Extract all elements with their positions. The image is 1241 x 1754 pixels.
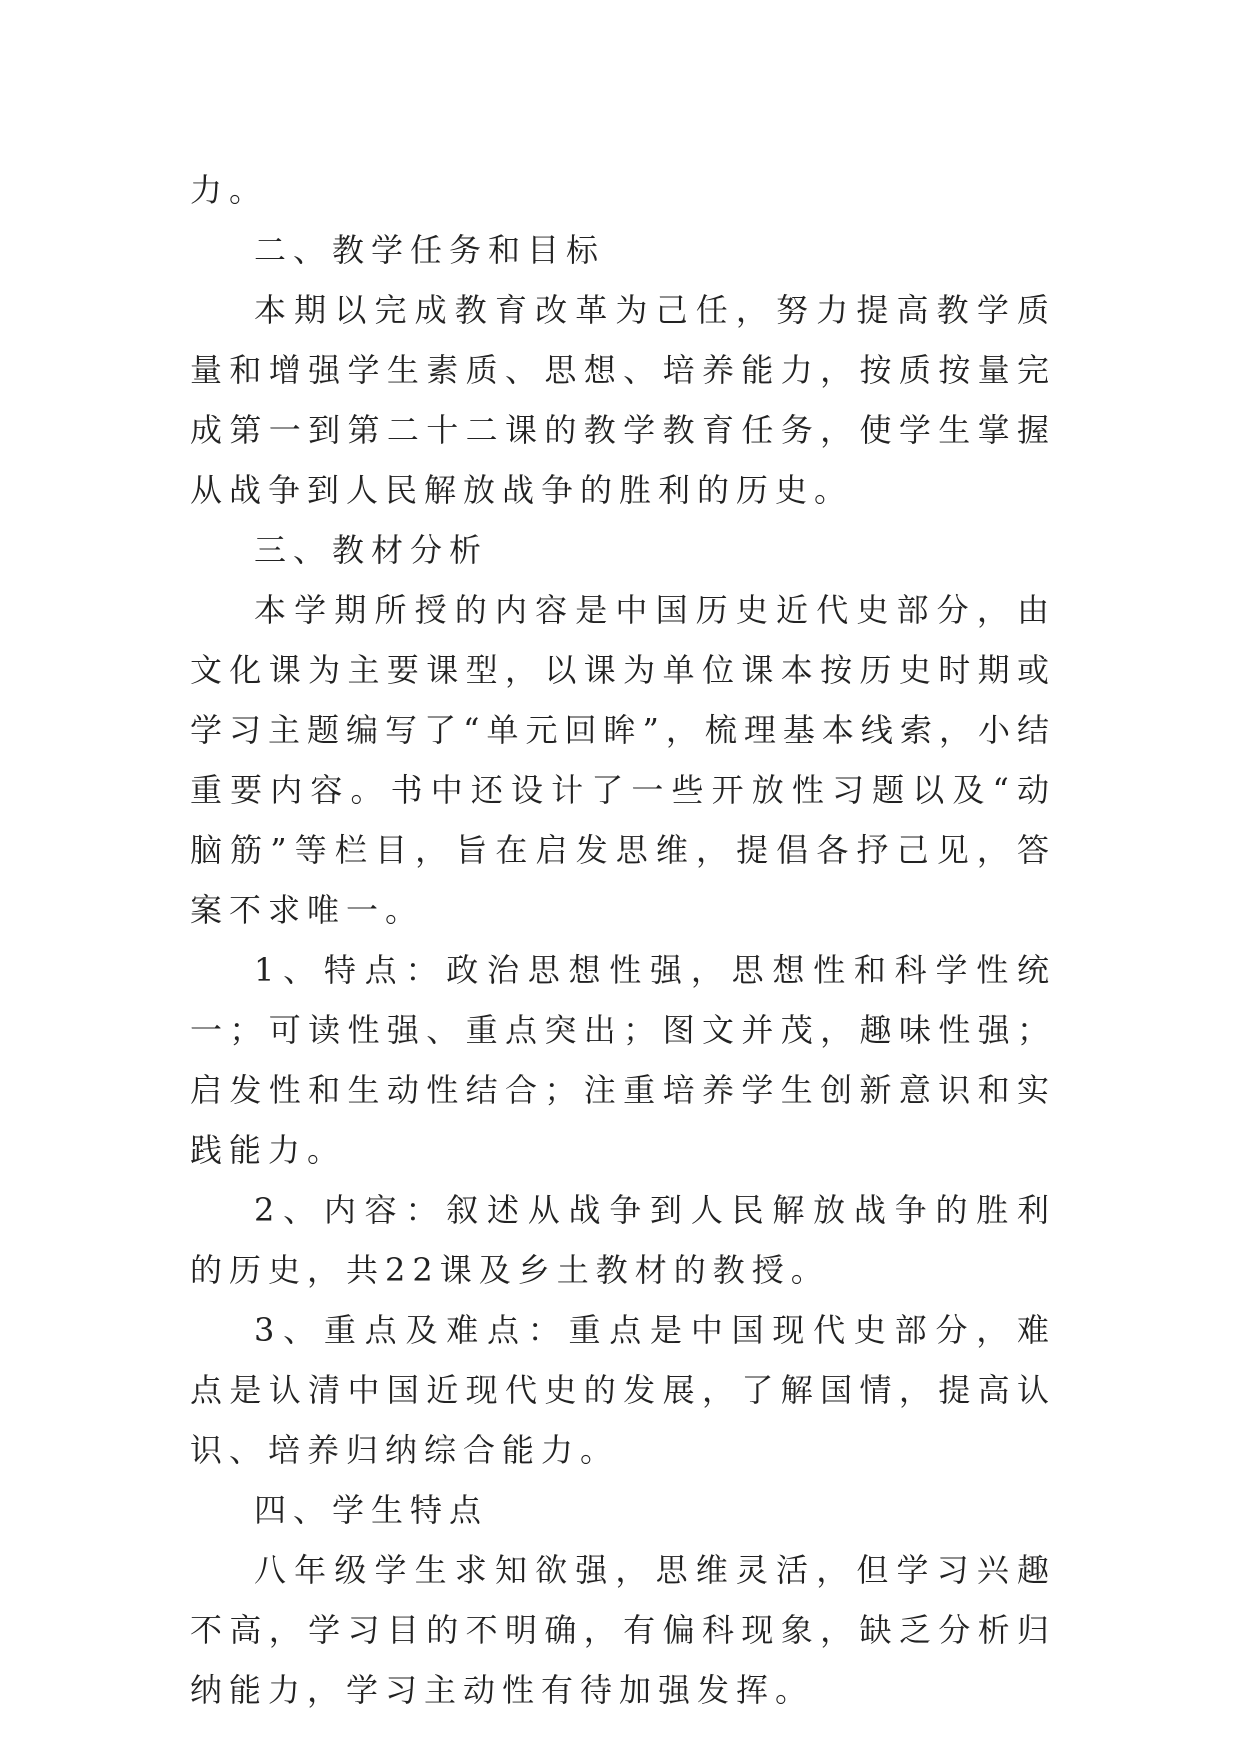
section-heading-textbook-analysis: 三、教材分析 (254, 531, 489, 569)
paragraph-features: 1、特点：政治思想性强，思想性和科学性统一；可读性强、重点突出；图文并茂，趣味性强；启发性和生动性结合；注重培养学生创新意识和实践能力。 (190, 951, 1056, 1169)
section-heading-student-traits: 四、学生特点 (254, 1491, 489, 1529)
paragraph-student-traits: 八年级学生求知欲强，思维灵活，但学习兴趣不高，学习目的不明确，有偏科现象，缺乏分析归纳能力，学习主动性有待加强发挥。 (190, 1551, 1056, 1709)
paragraph-teaching-goals: 本期以完成教育改革为己任，努力提高教学质量和增强学生素质、思想、培养能力，按质按量完成第一到第二十二课的教学教育任务，使学生掌握从战争到人民解放战争的胜利的历史。 (190, 291, 1056, 509)
document-body (190, 160, 1056, 1720)
paragraph-key-points: 3、重点及难点：重点是中国现代史部分，难点是认清中国近现代史的发展，了解国情，提高认识、培养归纳综合能力。 (190, 1311, 1056, 1469)
section-heading-teaching-tasks: 二、教学任务和目标 (254, 231, 606, 269)
paragraph-content: 2、内容：叙述从战争到人民解放战争的胜利的历史，共22课及乡土教材的教授。 (190, 1191, 1056, 1289)
paragraph-textbook-content: 本学期所授的内容是中国历史近代史部分，由文化课为主要课型，以课为单位课本按历史时期或学习主题编写了“单元回眸”，梳理基本线索，小结重要内容。书中还设计了一些开放性习题以及“动脑筋”等栏目，旨在启发思维，提倡各抒己见，答案不求唯一。 (190, 591, 1056, 929)
paragraph-continuation: 力。 (190, 171, 269, 209)
